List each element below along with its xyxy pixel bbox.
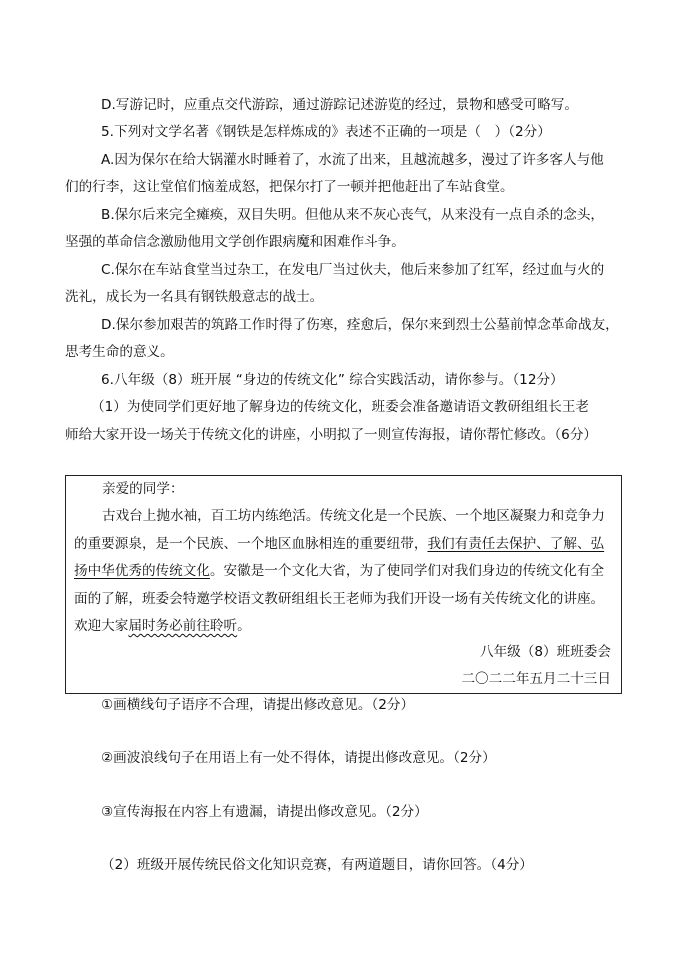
poster-greeting: 亲爱的同学： [102, 481, 184, 497]
underlined-sentence-cont: 扬中华优秀的传统文化 [74, 563, 210, 579]
question-5-option-c: C.保尔在车站食堂当过杂工，在发电厂当过伙夫，他后来参加了红军，经过血与火的 [101, 262, 605, 278]
poster-line-4: 面的了解，班委会特邀学校语文教研组组长王老师为我们开设一场有关传统文化的讲座。 [74, 591, 605, 607]
poster-box [65, 475, 622, 694]
poster-line-2-text: 的重要源泉，是一个民族、一个地区血脉相连的重要纽带， [74, 536, 428, 552]
option-d-travel-note: D.写游记时，应重点交代游踪，通过游踪记述游览的经过，景物和感受可略写。 [101, 97, 578, 113]
poster-line-3 [74, 561, 604, 581]
poster-line-5 [74, 616, 251, 636]
question-5-option-c-cont: 洗礼，成长为一名具有钢铁般意志的战士。 [65, 289, 324, 305]
poster-line-2 [74, 534, 604, 554]
question-5-option-a-cont: 们的行李，这让堂倌们恼羞成怒，把保尔打了一顿并把他赶出了车站食堂。 [65, 179, 514, 195]
poster-signature: 八年级（8）班班委会 [480, 644, 611, 660]
question-5-option-d-cont: 思考生命的意义。 [65, 344, 174, 360]
poster-date: 二〇二二年五月二十三日 [461, 671, 611, 687]
question-5-option-b: B.保尔后来完全瘫痪，双目失明。但他从来不灰心丧气，从来没有一点自杀的念头， [101, 207, 605, 223]
poster-line-5-end: 。 [237, 618, 251, 634]
poster-line-3-text: 。安徽是一个文化大省，为了使同学们对我们身边的传统文化有全 [209, 563, 605, 579]
poster-line-1: 古戏台上抛水袖，百工坊内练绝活。传统文化是一个民族、一个地区凝聚力和竞争力 [102, 508, 605, 524]
question-5-stem: 5.下列对文学名著《钢铁是怎样炼成的》表述不正确的一项是（ ）（2分） [101, 124, 551, 140]
wavy-underlined-phrase: 届时务必前往聆听 [128, 618, 238, 634]
question-6-stem: 6.八年级（8）班开展 “身边的传统文化” 综合实践活动，请你参与。（12分） [101, 372, 564, 388]
question-6-part-1: （1）为使同学们更好地了解身边的传统文化，班委会准备邀请语文教研组组长王老 [91, 399, 590, 415]
question-6-part-2: （2）班级开展传统民俗文化知识竞赛，有两道题目，请你回答。（4分） [101, 857, 533, 873]
question-6-part-1-cont: 师给大家开设一场关于传统文化的讲座，小明拟了一则宣传海报，请你帮忙修改。（6分） [65, 427, 598, 443]
sub-question-1: ①画横线句子语序不合理，请提出修改意见。（2分） [101, 697, 415, 713]
question-5-option-a: A.因为保尔在给大锅灌水时睡着了，水流了出来，且越流越多，漫过了许多客人与他 [101, 152, 604, 168]
underlined-sentence: 我们有责任去保护、了解、弘 [427, 536, 605, 552]
sub-question-3: ③宣传海报在内容上有遗漏，请提出修改意见。（2分） [101, 804, 428, 820]
poster-line-5-text: 欢迎大家 [74, 618, 129, 634]
question-5-option-b-cont: 坚强的革命信念激励他用文学创作跟病魔和困难作斗争。 [65, 234, 405, 250]
question-5-option-d: D.保尔参加艰苦的筑路工作时得了伤寒，痊愈后，保尔来到烈士公墓前悼念革命战友， [101, 317, 619, 333]
sub-question-2: ②画波浪线句子在用语上有一处不得体，请提出修改意见。（2分） [101, 750, 496, 766]
